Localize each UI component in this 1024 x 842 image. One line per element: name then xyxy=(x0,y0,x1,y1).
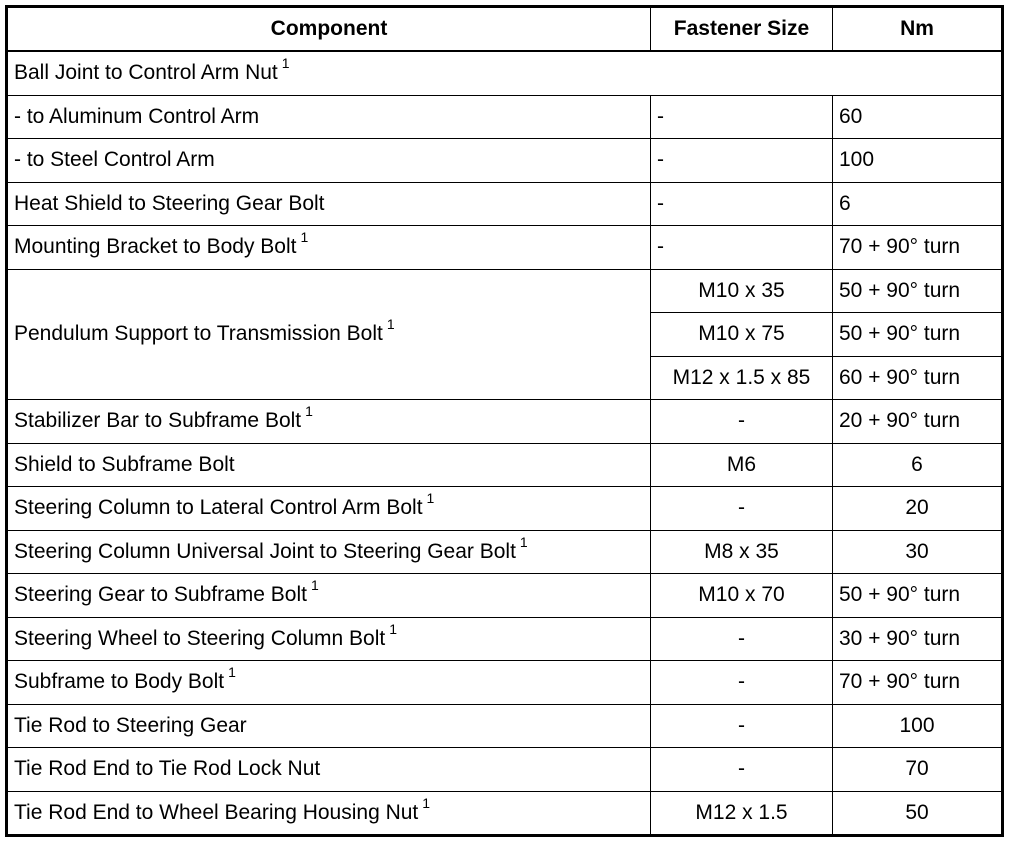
fastener-size-cell: - xyxy=(651,617,833,661)
component-cell xyxy=(7,661,651,705)
table-header-row xyxy=(7,7,1003,52)
torque-nm-cell: 20 + 90° turn xyxy=(833,400,1003,444)
fastener-size-cell: M10 x 75 xyxy=(651,313,833,357)
footnote-marker: 1 xyxy=(386,316,395,333)
torque-nm-cell: 70 + 90° turn xyxy=(833,661,1003,705)
component-cell xyxy=(7,182,651,226)
torque-nm-cell: 20 xyxy=(833,487,1003,531)
fastener-size-cell: M10 x 70 xyxy=(651,574,833,618)
fastener-size-cell: M12 x 1.5 x 85 xyxy=(651,356,833,400)
table-row xyxy=(7,226,1003,270)
torque-nm-cell: 50 + 90° turn xyxy=(833,574,1003,618)
component-text: Tie Rod End to Wheel Bearing Housing Nut xyxy=(14,800,419,824)
table-row xyxy=(7,95,1003,139)
table-row xyxy=(7,443,1003,487)
footnote-marker: 1 xyxy=(389,620,397,637)
component-text: Steering Wheel to Steering Column Bolt xyxy=(14,626,386,650)
component-cell xyxy=(7,487,651,531)
component-text: Stabilizer Bar to Subframe Bolt xyxy=(14,409,302,433)
component-text: Shield to Subframe Bolt xyxy=(14,452,235,476)
fastener-size-cell: - xyxy=(651,487,833,531)
fastener-size-cell: - xyxy=(651,95,833,139)
table-row xyxy=(7,51,1003,95)
torque-spec-table xyxy=(5,5,1004,837)
component-text: Steering Column Universal Joint to Steering Gear Bolt xyxy=(14,539,516,563)
component-text: - to Aluminum Control Arm xyxy=(14,104,260,128)
footnote-marker: 1 xyxy=(305,403,313,420)
component-text: Heat Shield to Steering Gear Bolt xyxy=(14,191,325,215)
component-text: Tie Rod to Steering Gear xyxy=(14,713,247,737)
torque-nm-cell: 50 + 90° turn xyxy=(833,269,1003,313)
component-text: Tie Rod End to Tie Rod Lock Nut xyxy=(14,757,321,781)
torque-nm-cell: 60 + 90° turn xyxy=(833,356,1003,400)
table-row xyxy=(7,182,1003,226)
torque-nm-cell: 100 xyxy=(833,704,1003,748)
table-row xyxy=(7,530,1003,574)
torque-nm-cell: 100 xyxy=(833,139,1003,183)
component-cell xyxy=(7,139,651,183)
component-cell xyxy=(7,530,651,574)
fastener-size-cell: - xyxy=(651,704,833,748)
component-cell xyxy=(7,95,651,139)
table-row xyxy=(7,139,1003,183)
footnote-marker: 1 xyxy=(426,490,435,507)
component-text: Steering Column to Lateral Control Arm Bolt xyxy=(14,496,423,520)
footnote-marker: 1 xyxy=(422,794,431,811)
footnote-marker: 1 xyxy=(281,55,290,72)
fastener-size-cell: - xyxy=(651,400,833,444)
component-text: Subframe to Body Bolt xyxy=(14,670,225,694)
torque-nm-cell: 6 xyxy=(833,182,1003,226)
footnote-marker: 1 xyxy=(228,664,236,681)
table-row xyxy=(7,574,1003,618)
component-cell xyxy=(7,748,651,792)
component-cell xyxy=(7,400,651,444)
component-text: Ball Joint to Control Arm Nut xyxy=(14,61,278,85)
table-row xyxy=(7,269,1003,313)
component-cell xyxy=(7,269,651,400)
component-cell xyxy=(7,51,1003,95)
torque-nm-cell: 6 xyxy=(833,443,1003,487)
component-cell xyxy=(7,791,651,836)
torque-nm-cell: 60 xyxy=(833,95,1003,139)
fastener-size-cell: - xyxy=(651,139,833,183)
component-cell xyxy=(7,704,651,748)
torque-nm-cell: 50 xyxy=(833,791,1003,836)
table-row xyxy=(7,748,1003,792)
table-row xyxy=(7,487,1003,531)
torque-nm-cell: 30 + 90° turn xyxy=(833,617,1003,661)
torque-nm-cell: 70 + 90° turn xyxy=(833,226,1003,270)
torque-nm-cell: 50 + 90° turn xyxy=(833,313,1003,357)
component-cell xyxy=(7,226,651,270)
footnote-marker: 1 xyxy=(519,533,528,550)
table-body xyxy=(7,51,1003,836)
table-row xyxy=(7,400,1003,444)
fastener-size-cell: M6 xyxy=(651,443,833,487)
fastener-size-cell: - xyxy=(651,748,833,792)
component-cell xyxy=(7,617,651,661)
footnote-marker: 1 xyxy=(311,577,319,594)
footnote-marker: 1 xyxy=(300,229,309,246)
component-text: Steering Gear to Subframe Bolt xyxy=(14,583,307,607)
component-cell xyxy=(7,574,651,618)
fastener-size-cell: M10 x 35 xyxy=(651,269,833,313)
fastener-size-cell: - xyxy=(651,182,833,226)
fastener-size-cell: M8 x 35 xyxy=(651,530,833,574)
header-fastener-size: Fastener Size xyxy=(651,7,833,52)
component-text: Pendulum Support to Transmission Bolt xyxy=(14,322,383,346)
fastener-size-cell: - xyxy=(651,661,833,705)
torque-spec-table-container xyxy=(5,5,1004,837)
fastener-size-cell: M12 x 1.5 xyxy=(651,791,833,836)
table-row xyxy=(7,661,1003,705)
table-row xyxy=(7,617,1003,661)
fastener-size-cell: - xyxy=(651,226,833,270)
table-row xyxy=(7,791,1003,836)
component-text: - to Steel Control Arm xyxy=(14,148,215,172)
header-nm: Nm xyxy=(833,7,1003,52)
table-row xyxy=(7,704,1003,748)
component-text: Mounting Bracket to Body Bolt xyxy=(14,235,297,259)
torque-nm-cell: 70 xyxy=(833,748,1003,792)
header-component: Component xyxy=(7,7,651,52)
torque-nm-cell: 30 xyxy=(833,530,1003,574)
component-cell xyxy=(7,443,651,487)
